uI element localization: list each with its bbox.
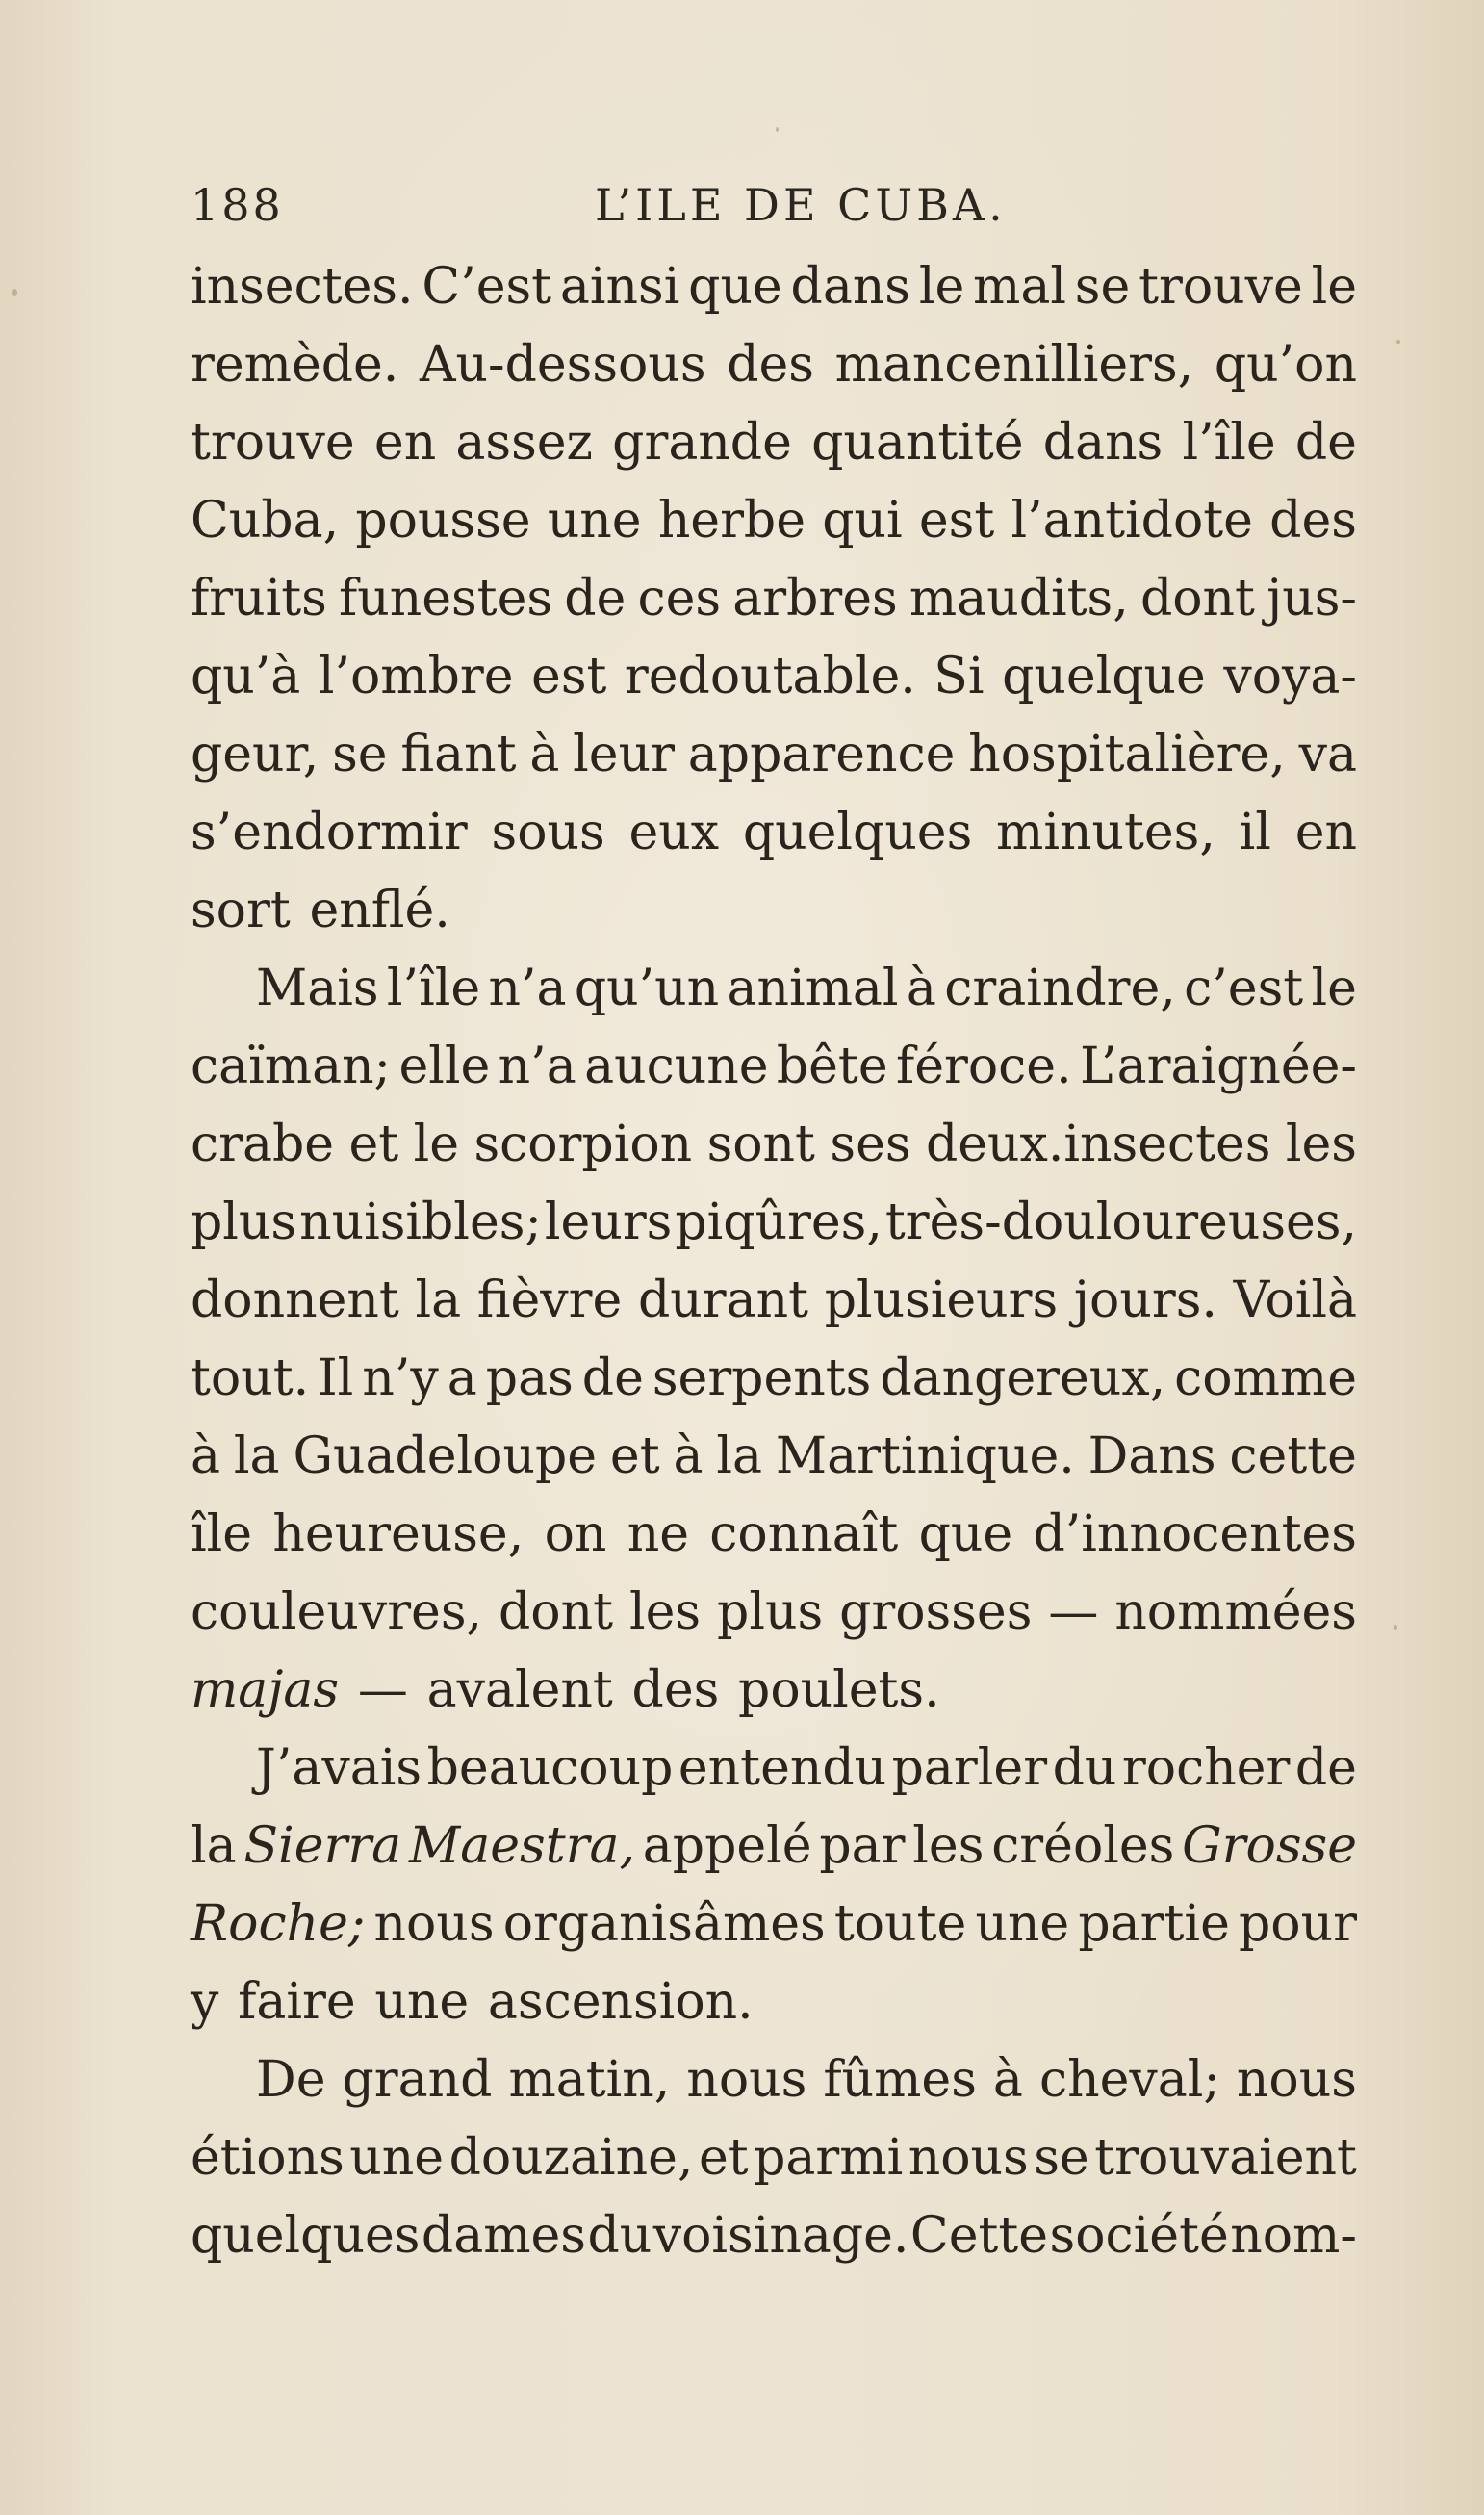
word: nous — [373, 1895, 495, 1953]
word: est — [531, 648, 607, 706]
text-line — [191, 1028, 1357, 1106]
word: De — [256, 2051, 326, 2109]
word: assez — [455, 414, 593, 472]
word: pas — [485, 1349, 574, 1407]
word: tout. — [191, 1349, 310, 1407]
word: quantité — [811, 414, 1024, 472]
word: toute — [833, 1895, 967, 1953]
word: fûmes — [823, 2051, 977, 2109]
word: la — [415, 1271, 462, 1329]
word: à — [529, 726, 560, 783]
word: C’est — [422, 258, 552, 316]
word: de — [1294, 1739, 1357, 1797]
paper-speck — [1396, 340, 1400, 344]
text-line — [191, 2197, 1357, 2275]
word: eux — [628, 804, 720, 861]
word: du — [587, 2207, 652, 2265]
word: société — [1049, 2207, 1229, 2265]
text-line — [191, 1106, 1357, 1184]
word: voisinage. — [652, 2207, 909, 2265]
word: se — [1034, 2129, 1089, 2187]
word: — — [1048, 1583, 1099, 1641]
word: que — [918, 1505, 1013, 1563]
word: créoles — [991, 1817, 1175, 1875]
text-line — [191, 638, 1357, 716]
word: jus- — [1267, 570, 1357, 628]
text-line — [191, 950, 1357, 1028]
text-line — [191, 1262, 1357, 1340]
word: redoutable. — [624, 648, 916, 706]
word: grosses — [839, 1583, 1033, 1641]
word: ces — [637, 570, 722, 628]
word: Cuba, — [191, 492, 340, 550]
word: quelques — [191, 2207, 421, 2265]
word: plus — [717, 1583, 824, 1641]
word: enflé. — [309, 882, 450, 939]
word: aucune — [584, 1038, 769, 1095]
word: qui — [822, 492, 903, 550]
text-line — [191, 2041, 1357, 2119]
word: plus — [191, 1193, 297, 1251]
word: deux.insectes — [925, 1116, 1271, 1173]
word: est — [918, 492, 995, 550]
running-title: L’ILE DE CUBA. — [595, 179, 1007, 231]
word: trouve — [191, 414, 355, 472]
word: ne — [627, 1505, 689, 1563]
word: quelques — [742, 804, 973, 861]
text-line — [191, 1886, 1357, 1963]
word: du — [1052, 1739, 1117, 1797]
word: la — [716, 1427, 763, 1485]
text-line — [191, 1184, 1357, 1262]
word: partie — [1078, 1895, 1230, 1953]
word: qu’un — [574, 960, 720, 1017]
word: cette — [1229, 1427, 1357, 1485]
word: nommées — [1114, 1583, 1357, 1641]
word: ses — [830, 1116, 911, 1173]
word: grande — [612, 414, 792, 472]
text-line — [191, 1808, 1357, 1886]
word: n’a — [488, 960, 567, 1017]
word: c’est — [1184, 960, 1304, 1017]
word: Dans — [1087, 1427, 1216, 1485]
word: comme — [1174, 1349, 1357, 1407]
word: mancenilliers, — [834, 336, 1194, 394]
word: que — [688, 258, 782, 316]
word: heureuse, — [272, 1505, 525, 1563]
word: féroce. — [895, 1038, 1072, 1095]
word: y — [191, 1973, 219, 2031]
word: une — [975, 1895, 1070, 1953]
word: Cette — [909, 2207, 1049, 2265]
word: de — [581, 1349, 644, 1407]
word: apparence — [687, 726, 956, 783]
word: fiant — [400, 726, 517, 783]
word: minutes, — [996, 804, 1215, 861]
word: en — [1294, 804, 1357, 861]
word: île — [191, 1505, 253, 1563]
word: s’endormir — [191, 804, 468, 861]
word: le — [918, 258, 965, 316]
word: nuisibles; — [299, 1193, 542, 1251]
word: pousse — [355, 492, 531, 550]
word: très-douloureuses, — [884, 1193, 1357, 1251]
word: étions — [191, 2129, 345, 2187]
text-line — [191, 560, 1357, 638]
word: majas — [191, 1661, 340, 1719]
text-line — [191, 1730, 1357, 1808]
word: rocher — [1121, 1739, 1291, 1797]
word: l’île — [386, 960, 481, 1017]
word: pour — [1239, 1895, 1357, 1953]
word: et — [348, 1116, 399, 1173]
word: nous — [686, 2051, 807, 2109]
paper-speck — [12, 289, 17, 296]
body-text — [191, 248, 1357, 2275]
text-line — [191, 1418, 1357, 1496]
word: dans — [1042, 414, 1164, 472]
word: scorpion — [473, 1116, 693, 1173]
text-line — [191, 794, 1357, 872]
word: on — [544, 1505, 607, 1563]
word: Au-dessous — [419, 336, 706, 394]
word: elle — [398, 1038, 491, 1095]
word: organisâmes — [502, 1895, 826, 1953]
text-line — [191, 1496, 1357, 1574]
word: Roche; — [191, 1895, 366, 1953]
word: douzaine, — [448, 2129, 694, 2187]
text-line — [191, 482, 1357, 560]
word: qu’on — [1214, 336, 1357, 394]
word: de — [564, 570, 627, 628]
word: grand — [342, 2051, 493, 2109]
text-line — [191, 1574, 1357, 1652]
word: matin, — [508, 2051, 671, 2109]
word: plusieurs — [824, 1271, 1059, 1329]
word: parler — [891, 1739, 1048, 1797]
word: faire — [238, 1973, 356, 2031]
word: J’avais — [256, 1739, 422, 1797]
word: donnent — [191, 1271, 399, 1329]
word: ascension. — [487, 1973, 754, 2031]
word: de — [1294, 414, 1357, 472]
word: Il — [318, 1349, 354, 1407]
word: des — [1269, 492, 1357, 550]
word: ainsi — [559, 258, 680, 316]
word: une — [374, 1973, 470, 2031]
word: crabe — [191, 1116, 335, 1173]
word: une — [547, 492, 642, 550]
word: nous — [1236, 2051, 1357, 2109]
word: insectes. — [191, 258, 414, 316]
word: craindre, — [944, 960, 1176, 1017]
word: leurs — [544, 1193, 673, 1251]
word: leur — [573, 726, 675, 783]
word: la — [191, 1817, 237, 1875]
word: fièvre — [476, 1271, 623, 1329]
word: bête — [776, 1038, 888, 1095]
word: herbe — [657, 492, 806, 550]
word: hospitalière, — [968, 726, 1286, 783]
paper-speck — [1394, 1625, 1397, 1630]
text-line — [191, 248, 1357, 326]
word: dans — [790, 258, 910, 316]
word: une — [349, 2129, 445, 2187]
word: et — [609, 1427, 660, 1485]
word: maudits, — [908, 570, 1129, 628]
word: à — [191, 1427, 221, 1485]
word: couleuvres, — [191, 1583, 483, 1641]
word: dames — [421, 2207, 586, 2265]
word: le — [413, 1116, 459, 1173]
word: remède. — [191, 336, 399, 394]
word: il — [1239, 804, 1271, 861]
word: animal — [727, 960, 899, 1017]
word: dangereux, — [880, 1349, 1166, 1407]
word: trouve — [1139, 258, 1303, 316]
word: jours. — [1073, 1271, 1217, 1329]
word: parmi — [754, 2129, 904, 2187]
word: quelque — [1002, 648, 1206, 706]
word: sous — [491, 804, 605, 861]
word: voya- — [1223, 648, 1357, 706]
word: les — [912, 1817, 985, 1875]
word: caïman; — [191, 1038, 392, 1095]
word: dont — [1139, 570, 1255, 628]
text-line — [191, 1340, 1357, 1418]
word: va — [1298, 726, 1357, 783]
word: L’araignée- — [1079, 1038, 1357, 1095]
word: avalent — [426, 1661, 613, 1719]
page-header — [191, 179, 1355, 237]
text-line — [191, 716, 1357, 794]
word: poulets. — [738, 1661, 940, 1719]
word: appelé — [642, 1817, 812, 1875]
word: des — [631, 1661, 720, 1719]
word: l’ombre — [318, 648, 514, 706]
word: funestes — [339, 570, 553, 628]
word: le — [1311, 960, 1357, 1017]
word: — — [357, 1661, 408, 1719]
word: Grosse — [1182, 1817, 1357, 1875]
word: d’innocentes — [1033, 1505, 1357, 1563]
word: sort — [191, 882, 291, 939]
word: mal — [973, 258, 1066, 316]
word: fruits — [191, 570, 327, 628]
text-line — [191, 404, 1357, 482]
word: les — [1285, 1116, 1357, 1173]
text-line — [191, 1652, 1357, 1730]
word: arbres — [732, 570, 898, 628]
text-line — [191, 1963, 1357, 2041]
word: l’île — [1182, 414, 1276, 472]
word: à — [906, 960, 936, 1017]
word: Si — [934, 648, 985, 706]
word: sont — [706, 1116, 815, 1173]
word: trouvaient — [1094, 2129, 1357, 2187]
word: l’antidote — [1011, 492, 1253, 550]
word: piqûres, — [675, 1193, 883, 1251]
word: la — [233, 1427, 280, 1485]
word: beaucoup — [426, 1739, 674, 1797]
word: Sierra — [243, 1817, 402, 1875]
text-line — [191, 872, 1357, 950]
word: le — [1311, 258, 1357, 316]
text-line — [191, 326, 1357, 404]
word: a — [447, 1349, 477, 1407]
word: durant — [637, 1271, 808, 1329]
paper-speck — [776, 127, 779, 132]
word: les — [628, 1583, 702, 1641]
word: en — [373, 414, 437, 472]
word: dont — [499, 1583, 613, 1641]
word: Maestra, — [408, 1817, 635, 1875]
word: des — [727, 336, 814, 394]
word: connaît — [709, 1505, 899, 1563]
word: cheval; — [1038, 2051, 1220, 2109]
word: Guadeloupe — [293, 1427, 598, 1485]
word: geur, — [191, 726, 320, 783]
word: et — [698, 2129, 749, 2187]
word: nom- — [1230, 2207, 1357, 2265]
word: Mais — [256, 960, 379, 1017]
word: nous — [908, 2129, 1029, 2187]
word: serpents — [652, 1349, 872, 1407]
word: se — [1074, 258, 1131, 316]
word: par — [819, 1817, 906, 1875]
word: à — [992, 2051, 1023, 2109]
page-number: 188 — [191, 179, 284, 231]
word: n’a — [498, 1038, 576, 1095]
word: n’y — [362, 1349, 439, 1407]
word: Voilà — [1233, 1271, 1357, 1329]
word: Martinique. — [775, 1427, 1075, 1485]
word: qu’à — [191, 648, 301, 706]
word: entendu — [678, 1739, 887, 1797]
text-line — [191, 2119, 1357, 2197]
word: à — [673, 1427, 704, 1485]
word: se — [332, 726, 388, 783]
